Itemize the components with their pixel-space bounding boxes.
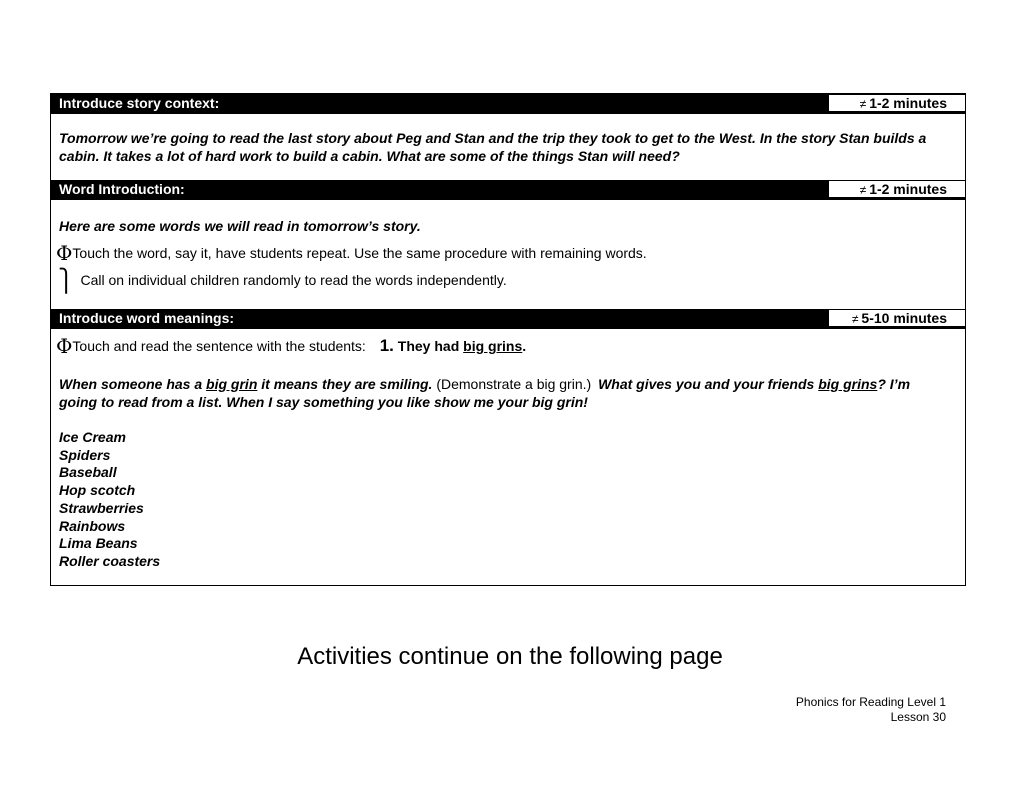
lesson-box <box>50 93 966 586</box>
list-item: Lima Beans <box>59 535 138 552</box>
word-meanings-duration: 5-10 minutes <box>861 310 947 326</box>
word-meanings-time <box>829 310 965 326</box>
word-meanings-header <box>51 309 965 329</box>
para-big-grin: big grin <box>206 376 258 392</box>
sentence-pre: They had <box>397 338 460 354</box>
word-meanings-paragraph <box>59 375 949 411</box>
word-intro-step1-text: Touch the word, say it, have students repeat. Use the same procedure with remaining words. <box>72 245 647 261</box>
story-context-duration: 1-2 minutes <box>869 95 947 111</box>
story-context-title: Introduce story context: <box>59 95 220 111</box>
para-part-3: it means they are smiling. <box>261 376 433 392</box>
phi-icon: Φ <box>56 241 73 265</box>
para-part-7: ? I’m going to read from a list. When I say something you like show me your big grin! <box>59 376 911 410</box>
list-item: Spiders <box>59 446 111 463</box>
list-item: Roller coasters <box>59 552 161 569</box>
phi-icon: Φ <box>56 334 73 358</box>
not-equal-icon: ≠ <box>859 97 867 111</box>
story-context-text: Tomorrow we’re going to read the last story about Peg and Stan and the trip they took to get to the West. In the story Stan builds a cabin. It takes a lot of hard work to build a cabin. What are some of the things Stan will need? <box>59 130 927 164</box>
list-item: Hop scotch <box>59 482 136 499</box>
footer-series: Phonics for Reading Level 1 <box>795 695 946 709</box>
food-list <box>59 429 949 571</box>
sentence-underlined: big grins <box>463 338 523 354</box>
list-item: Baseball <box>59 464 117 481</box>
para-big-grins: big grins <box>818 376 878 392</box>
word-meanings-step <box>56 334 946 358</box>
word-intro-step2 <box>56 269 946 294</box>
word-intro-duration: 1-2 minutes <box>869 181 947 197</box>
footer-lesson: Lesson 30 <box>890 710 946 724</box>
word-meanings-step-text: Touch and read the sentence with the students: <box>72 338 366 354</box>
word-intro-time <box>829 181 965 197</box>
list-item: Rainbows <box>59 517 126 534</box>
word-intro-lead: Here are some words we will read in tomorrow’s story. <box>59 218 421 234</box>
word-intro-step1 <box>56 241 946 265</box>
sentence-number: 1. <box>379 336 394 355</box>
para-part-1: When someone has a <box>59 376 203 392</box>
word-intro-title: Word Introduction: <box>59 181 185 197</box>
para-demonstrate: (Demonstrate a big grin.) <box>436 376 592 392</box>
story-context-header <box>51 94 965 114</box>
not-equal-icon: ≠ <box>851 312 859 326</box>
continue-note: Activities continue on the following page <box>297 643 723 670</box>
word-intro-step2-text: Call on individual children randomly to read the words independently. <box>80 272 507 288</box>
page-footer <box>796 695 946 725</box>
sentence-end: . <box>522 338 527 354</box>
word-meanings-title: Introduce word meanings: <box>59 310 235 326</box>
para-part-5: What gives you and your friends <box>598 376 815 392</box>
list-item: Strawberries <box>59 499 144 516</box>
list-item: Ice Cream <box>59 429 126 445</box>
story-context-time <box>829 95 965 111</box>
word-intro-header <box>51 180 965 200</box>
bracket-icon: ⎫ <box>58 269 75 294</box>
not-equal-icon: ≠ <box>859 183 867 197</box>
